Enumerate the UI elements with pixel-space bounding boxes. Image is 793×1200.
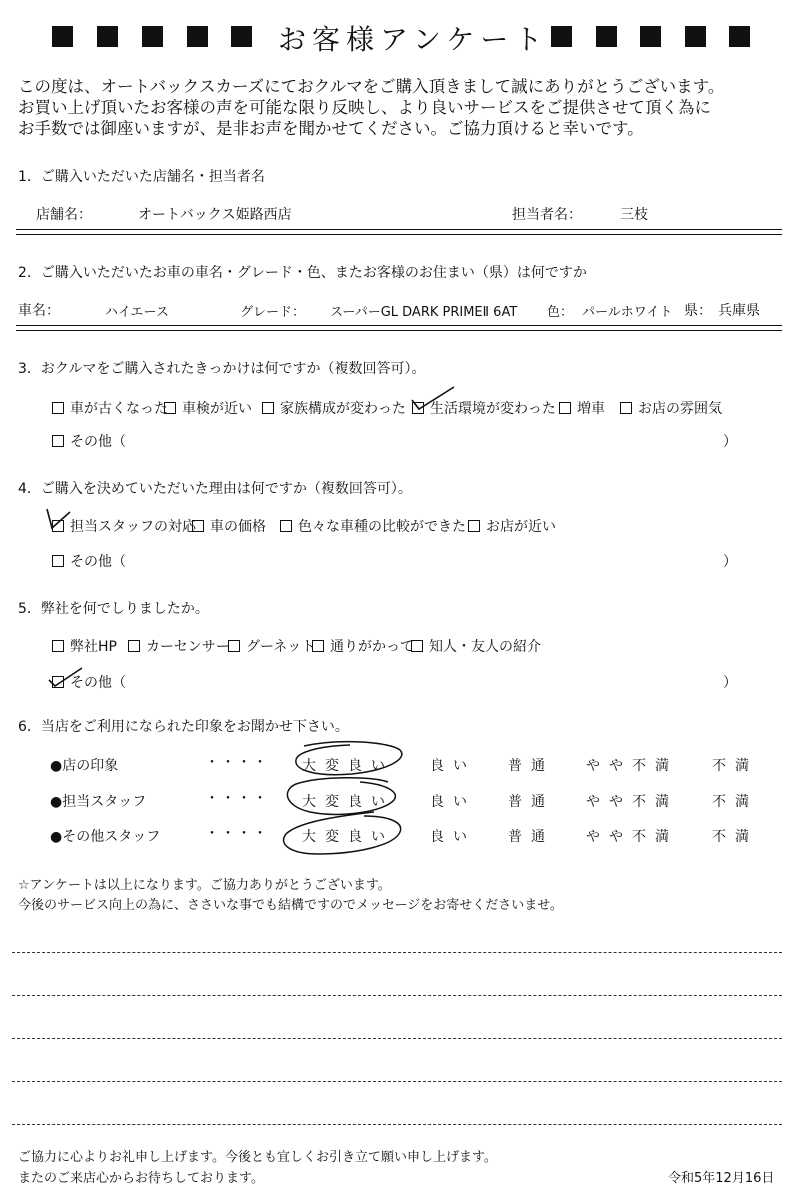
closing-line: ☆アンケートは以上になります。ご協力ありがとうございます。 xyxy=(18,878,391,893)
checkmark-icon xyxy=(46,666,86,688)
q5-option[interactable]: 通りがかって xyxy=(312,636,414,656)
q5-other[interactable]: その他（ xyxy=(52,672,126,692)
black-square-icon xyxy=(187,26,208,47)
black-square-icon xyxy=(596,26,617,47)
q3-other[interactable]: その他（ xyxy=(52,431,126,451)
grade-value[interactable]: スーパーGL DARK PRIMEⅡ 6AT xyxy=(330,305,518,320)
q4-heading: 4．ご購入を決めていただいた理由は何ですか（複数回答可）。 xyxy=(18,481,412,497)
checkbox[interactable] xyxy=(468,520,480,532)
rating-option[interactable]: 普通 xyxy=(508,794,554,810)
checkmark-icon xyxy=(408,384,458,414)
store-value[interactable]: オートバックス姫路西店 xyxy=(138,207,292,223)
paren-close: ） xyxy=(723,554,737,570)
q2-heading: 2．ご購入いただいたお車の車名・グレード・色、またお客様のお住まい（県）は何ですか xyxy=(18,265,587,281)
intro-line: お買い上げ頂いたお客様の声を可能な限り反映し、より良いサービスをご提供させて頂く為に xyxy=(18,98,711,117)
rating-option[interactable]: 不満 xyxy=(712,829,758,845)
intro-line: お手数では御座いますが、是非お声を聞かせてください。ご協力頂けると幸いです。 xyxy=(18,119,644,138)
black-square-icon xyxy=(97,26,118,47)
leader-dots: ・・・・ xyxy=(205,755,269,771)
color-label: 色： xyxy=(547,305,574,320)
black-square-icon xyxy=(231,26,252,47)
checkbox[interactable] xyxy=(228,640,240,652)
paren-close: ） xyxy=(723,434,737,450)
rating-row-label: ●その他スタッフ xyxy=(50,829,161,845)
q1-heading: 1．ご購入いただいた店舗名・担当者名 xyxy=(18,169,265,185)
rating-option[interactable]: 普通 xyxy=(508,829,554,845)
message-line[interactable] xyxy=(12,952,782,953)
q5-option[interactable]: 弊社HP xyxy=(52,636,117,656)
footer-line: またのご来店心からお待ちしております。 xyxy=(18,1171,264,1186)
rating-option[interactable]: 良い xyxy=(430,758,476,774)
rating-option[interactable]: やや不満 xyxy=(586,758,678,774)
rating-option[interactable]: 良い xyxy=(430,829,476,845)
black-square-icon xyxy=(729,26,750,47)
rating-option[interactable]: 大変良い xyxy=(302,829,394,845)
checkbox[interactable] xyxy=(128,640,140,652)
checkbox[interactable] xyxy=(312,640,324,652)
rating-row-label: ●担当スタッフ xyxy=(50,794,147,810)
grade-label: グレード： xyxy=(240,305,306,320)
q4-option[interactable]: 担当スタッフの対応 xyxy=(52,516,196,536)
q5-option[interactable]: グーネット xyxy=(228,636,315,656)
car-label: 車名： xyxy=(18,303,60,319)
q3-option[interactable]: 車検が近い xyxy=(164,398,252,418)
message-line[interactable] xyxy=(12,1038,782,1039)
checkbox[interactable] xyxy=(620,402,632,414)
checkbox[interactable] xyxy=(192,520,204,532)
checkbox[interactable] xyxy=(280,520,292,532)
message-line[interactable] xyxy=(12,995,782,996)
rating-option[interactable]: 不満 xyxy=(712,758,758,774)
q3-option[interactable]: 家族構成が変わった xyxy=(262,398,406,418)
q4-option[interactable]: 車の価格 xyxy=(192,516,266,536)
q3-option[interactable]: お店の雰囲気 xyxy=(620,398,722,418)
selection-circle-icon xyxy=(278,808,406,858)
rating-option[interactable]: 良い xyxy=(430,794,476,810)
checkmark-icon xyxy=(44,504,74,532)
checkbox[interactable] xyxy=(559,402,571,414)
q5-option[interactable]: カーセンサー xyxy=(128,636,230,656)
checkbox[interactable] xyxy=(52,640,64,652)
q5-option[interactable]: 知人・友人の紹介 xyxy=(411,636,541,656)
footer-date: 令和5年12月16日 xyxy=(668,1171,775,1186)
store-label: 店舗名： xyxy=(36,207,92,223)
q4-other[interactable]: その他（ xyxy=(52,551,126,571)
black-square-icon xyxy=(640,26,661,47)
black-square-icon xyxy=(52,26,73,47)
leader-dots: ・・・・ xyxy=(205,826,269,842)
q3-option[interactable]: 車が古くなった xyxy=(52,398,168,418)
rating-option[interactable]: 不満 xyxy=(712,794,758,810)
rating-option[interactable]: 普通 xyxy=(508,758,554,774)
title-bar xyxy=(0,18,793,58)
rating-option[interactable]: 大変良い xyxy=(302,758,394,774)
footer-line: ご協力に心よりお礼申し上げます。今後とも宜しくお引き立て願い申し上げます。 xyxy=(18,1150,497,1165)
rating-row-label: ●店の印象 xyxy=(50,758,119,774)
message-line[interactable] xyxy=(12,1081,782,1082)
divider xyxy=(16,325,782,326)
intro-line: この度は、オートバックスカーズにておクルマをご購入頂きまして誠にありがとうございます。 xyxy=(18,77,725,96)
divider xyxy=(16,234,782,235)
divider xyxy=(16,330,782,331)
message-line[interactable] xyxy=(12,1124,782,1125)
leader-dots: ・・・・ xyxy=(205,791,269,807)
staff-value[interactable]: 三枝 xyxy=(620,207,648,223)
checkbox[interactable] xyxy=(52,555,64,567)
intro-text xyxy=(18,76,724,139)
paren-close: ） xyxy=(723,675,737,691)
q6-heading: 6．当店をご利用になられた印象をお聞かせ下さい。 xyxy=(18,719,349,735)
q5-heading: 5．弊社を何でしりましたか。 xyxy=(18,601,209,617)
checkbox[interactable] xyxy=(164,402,176,414)
rating-option[interactable]: やや不満 xyxy=(586,794,678,810)
checkbox[interactable] xyxy=(411,640,423,652)
checkbox[interactable] xyxy=(52,402,64,414)
checkbox[interactable] xyxy=(262,402,274,414)
staff-label: 担当者名： xyxy=(512,207,582,223)
rating-option[interactable]: やや不満 xyxy=(586,829,678,845)
color-value[interactable]: パールホワイト xyxy=(582,305,673,320)
pref-label: 県： xyxy=(684,303,712,319)
closing-line: 今後のサービス向上の為に、ささいな事でも結構ですのでメッセージをお寄せくださいませ。 xyxy=(18,898,563,913)
q3-option[interactable]: 生活環境が変わった xyxy=(412,398,556,418)
rating-option[interactable]: 大変良い xyxy=(302,794,394,810)
checkbox[interactable] xyxy=(52,435,64,447)
q4-option[interactable]: お店が近い xyxy=(468,516,556,536)
black-square-icon xyxy=(551,26,572,47)
divider xyxy=(16,229,782,230)
survey-title: お客様アンケート xyxy=(278,23,549,56)
pref-value[interactable]: 兵庫県 xyxy=(718,303,760,319)
black-square-icon xyxy=(142,26,163,47)
car-value[interactable]: ハイエース xyxy=(105,305,169,320)
q3-heading: 3．おクルマをご購入されたきっかけは何ですか（複数回答可）。 xyxy=(18,361,426,377)
black-square-icon xyxy=(685,26,706,47)
q4-option[interactable]: 色々な車種の比較ができた xyxy=(280,516,466,536)
q3-option[interactable]: 増車 xyxy=(559,398,605,418)
